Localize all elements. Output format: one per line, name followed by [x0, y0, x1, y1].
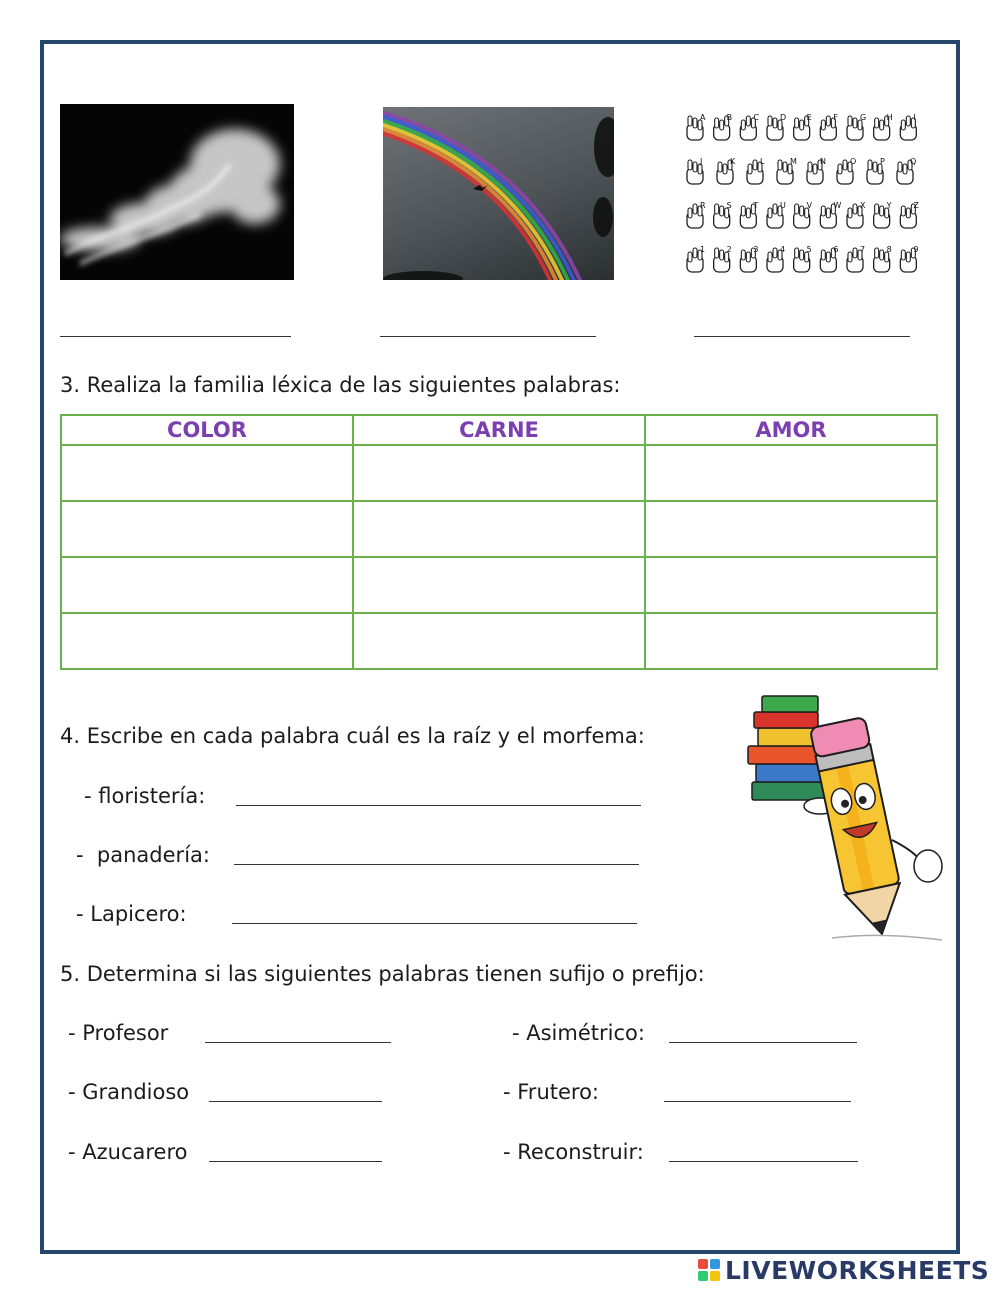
answer-line-frutero[interactable] — [664, 1101, 851, 1102]
hand-sign-icon — [717, 157, 736, 184]
hand-sign-icon — [874, 113, 893, 140]
rainbow-image — [383, 107, 614, 280]
answer-line-1[interactable] — [60, 336, 291, 337]
hand-sign-letter: I — [913, 113, 916, 122]
table-row — [61, 613, 937, 669]
answer-line-panaderia[interactable] — [234, 864, 639, 865]
hand-sign-icon — [794, 201, 813, 228]
answer-line-profesor[interactable] — [205, 1042, 391, 1043]
table-cell[interactable] — [353, 557, 645, 613]
hand-sign-icon — [687, 113, 706, 140]
answer-line-azucarero[interactable] — [209, 1161, 382, 1162]
hand-sign-icon — [740, 201, 758, 228]
hand-sign-letter: E — [806, 113, 812, 122]
word-azucarero: - Azucarero — [68, 1140, 188, 1164]
table-cell[interactable] — [645, 501, 937, 557]
hand-sign-letter: K — [730, 157, 736, 166]
smoke-image — [60, 104, 294, 280]
logo-text: LIVEWORKSHEETS — [725, 1255, 990, 1285]
hand-sign-icon — [847, 113, 866, 140]
sign-language-chart — [680, 102, 925, 282]
answer-line-3[interactable] — [694, 336, 910, 337]
hand-sign-icon — [767, 113, 786, 140]
hand-sign-icon — [897, 157, 916, 184]
table-row — [61, 445, 937, 501]
answer-line-floristeria[interactable] — [236, 805, 641, 806]
word-grandioso: - Grandioso — [68, 1080, 190, 1104]
hand-sign-letter: V — [806, 201, 813, 210]
hand-sign-letter: J — [700, 157, 703, 166]
answer-line-reconstruir[interactable] — [669, 1161, 858, 1162]
hand-sign-letter: M — [790, 157, 797, 166]
hand-sign-letter: A — [700, 113, 706, 122]
hand-sign-letter: 8 — [886, 245, 892, 254]
liveworksheets-logo[interactable] — [698, 1255, 989, 1285]
hand-sign-letter: U — [780, 201, 786, 210]
hand-sign-icon — [740, 113, 759, 140]
hand-sign-icon — [714, 201, 732, 228]
hand-sign-icon — [900, 113, 916, 140]
section4-instruction: 4. Escribe en cada palabra cuál es la raíz y el morfema: — [60, 724, 645, 748]
hand-sign-letter: O — [850, 157, 857, 166]
hand-sign-icon — [820, 201, 841, 228]
hand-sign-icon — [847, 201, 866, 228]
hand-sign-icon — [714, 245, 732, 272]
hand-sign-letter: 6 — [833, 245, 839, 254]
hand-sign-letter: 7 — [860, 245, 866, 254]
table-cell[interactable] — [645, 445, 937, 501]
table-cell[interactable] — [353, 445, 645, 501]
hand-sign-letter: N — [820, 157, 826, 166]
hand-sign-icon — [900, 245, 918, 272]
hand-sign-icon — [687, 201, 706, 228]
word-reconstruir: - Reconstruir: — [503, 1140, 644, 1164]
table-cell[interactable] — [61, 501, 353, 557]
table-cell[interactable] — [645, 557, 937, 613]
hand-sign-letter: F — [833, 113, 838, 122]
hand-sign-letter: X — [860, 201, 866, 210]
hand-sign-icon — [807, 157, 826, 184]
table-cell[interactable] — [61, 445, 353, 501]
hand-sign-letter: S — [726, 201, 732, 210]
hand-sign-icon — [767, 245, 785, 272]
word-floristeria: - floristería: — [84, 784, 206, 808]
hand-sign-letter: P — [880, 157, 885, 166]
hand-sign-icon — [767, 201, 786, 228]
answer-line-lapicero[interactable] — [232, 923, 637, 924]
hand-sign-icon — [794, 113, 812, 140]
hand-sign-letter: Z — [913, 201, 919, 210]
answer-line-grandioso[interactable] — [209, 1101, 382, 1102]
hand-sign-letter: 3 — [753, 245, 759, 254]
hand-sign-letter: H — [886, 113, 893, 122]
hand-sign-icon — [714, 113, 733, 140]
hand-sign-icon — [820, 113, 838, 140]
hand-sign-icon — [794, 245, 812, 272]
hand-sign-icon — [867, 157, 885, 184]
section5-instruction: 5. Determina si las siguientes palabras tienen sufijo o prefijo: — [60, 962, 705, 986]
table-cell[interactable] — [645, 613, 937, 669]
hand-sign-icon — [777, 157, 797, 184]
hand-sign-icon — [900, 201, 919, 228]
hand-sign-letter: Y — [886, 201, 892, 210]
column-header: CARNE — [353, 415, 645, 445]
section3-instruction: 3. Realiza la familia léxica de las siguientes palabras: — [60, 373, 621, 397]
hand-sign-letter: Q — [910, 157, 917, 166]
table-cell[interactable] — [353, 613, 645, 669]
hand-sign-letter: T — [753, 201, 759, 210]
hand-sign-icon — [837, 157, 856, 184]
hand-sign-letter: L — [760, 157, 765, 166]
hand-sign-icon — [687, 157, 703, 184]
answer-line-2[interactable] — [380, 336, 596, 337]
logo-mark-icon — [698, 1259, 720, 1281]
hand-sign-icon — [687, 245, 705, 272]
table-cell[interactable] — [61, 557, 353, 613]
table-row — [61, 557, 937, 613]
word-lapicero: - Lapicero: — [76, 902, 187, 926]
lexical-family-table — [60, 414, 938, 670]
hand-sign-icon — [874, 201, 892, 228]
table-cell[interactable] — [61, 613, 353, 669]
hand-sign-letter: R — [700, 201, 706, 210]
word-asimetrico: - Asimétrico: — [512, 1021, 645, 1045]
column-header: AMOR — [645, 415, 937, 445]
hand-sign-icon — [747, 157, 765, 184]
hand-sign-letter: G — [860, 113, 867, 122]
hand-sign-letter: D — [780, 113, 787, 122]
hand-sign-icon — [740, 245, 758, 272]
table-row — [61, 501, 937, 557]
hand-sign-letter: 1 — [700, 245, 706, 254]
hand-sign-icon — [847, 245, 865, 272]
word-panaderia: - panadería: — [76, 843, 210, 867]
table-cell[interactable] — [353, 501, 645, 557]
hand-sign-letter: W — [833, 201, 842, 210]
column-header: COLOR — [61, 415, 353, 445]
hand-sign-letter: 4 — [780, 245, 786, 254]
hand-sign-letter: B — [726, 113, 733, 122]
hand-sign-letter: C — [753, 113, 759, 122]
hand-sign-letter: 5 — [806, 245, 812, 254]
hand-sign-letter: 2 — [726, 245, 732, 254]
word-profesor: - Profesor — [68, 1021, 169, 1045]
hand-sign-letter: 9 — [913, 245, 919, 254]
answer-line-asimetrico[interactable] — [669, 1042, 857, 1043]
word-frutero: - Frutero: — [503, 1080, 599, 1104]
pencil-books-illustration — [742, 690, 952, 945]
hand-sign-icon — [820, 245, 838, 272]
hand-sign-icon — [874, 245, 892, 272]
